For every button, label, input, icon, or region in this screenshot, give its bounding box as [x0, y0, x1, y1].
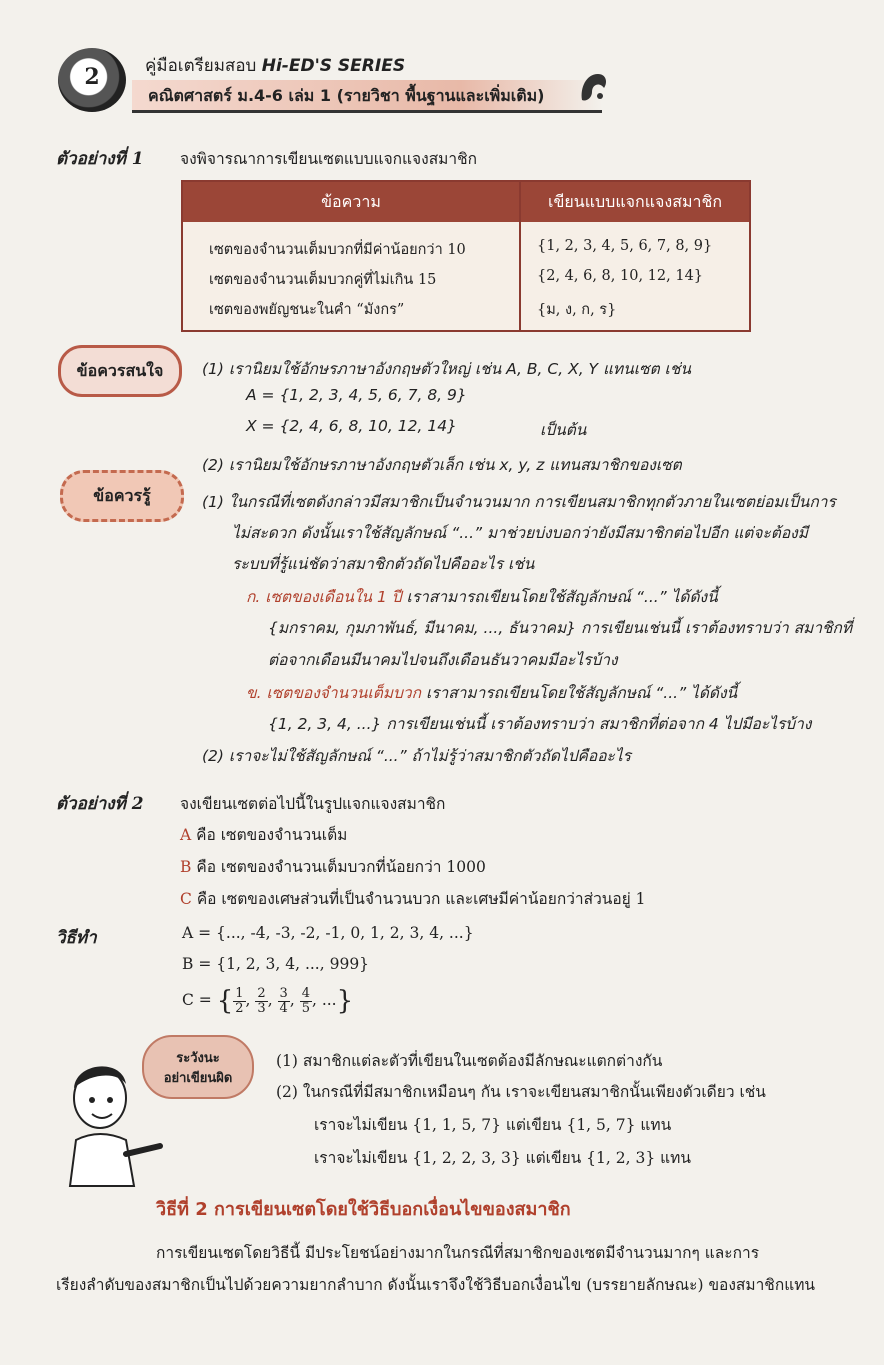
example2-item	[180, 886, 646, 911]
table-header-listing: เขียนแบบแจกแจงสมาชิก	[521, 182, 749, 222]
book-title: คณิตศาสตร์ ม.4-6 เล่ม 1 (รายวิชา พื้นฐานและเพิ่มเติม)	[148, 86, 545, 105]
method2-paragraph-line1: การเขียนเซตโดยวิธีนี้ มีประโยชน์อย่างมากในกรณีที่สมาชิกของเซตมีจำนวนมากๆ และการ	[156, 1244, 760, 1262]
note2-b-line2	[268, 711, 811, 736]
note2-item1-line1: (1) ในกรณีที่เซตดังกล่าวมีสมาชิกเป็นจำนวนมาก การเขียนสมาชิกทุกตัวภายในเซตย่อมเป็นการ	[202, 493, 836, 511]
note-badge-label: ข้อควรสนใจ	[76, 361, 164, 380]
example2-item-text: คือ เซตของจำนวนเต็มบวกที่น้อยกว่า 1000	[196, 858, 486, 876]
warning-bubble-line1: ระวังนะ	[176, 1051, 220, 1066]
note1-item2: (2) เรานิยมใช้อักษรภาษาอังกฤษตัวเล็ก เช่น x, y, z แทนสมาชิกของเซต	[202, 456, 682, 474]
example2-intro: จงเขียนเซตต่อไปนี้ในรูปแจกแจงสมาชิก	[180, 795, 446, 813]
warning-item1: (1) สมาชิกแต่ละตัวที่เขียนในเซตต้องมีลักษณะแตกต่างกัน	[276, 1052, 663, 1070]
method2-title: วิธีที่ 2 การเขียนเซตโดยใช้วิธีบอกเงื่อนไขของสมาชิก	[156, 1199, 571, 1220]
note2-item2: (2) เราจะไม่ใช้สัญลักษณ์ “...” ถ้าไม่รู้ว่าสมาชิกตัวถัดไปคืออะไร	[202, 747, 631, 765]
series-name: Hi-ED'S SERIES	[261, 56, 406, 76]
example2-var: B	[180, 858, 192, 876]
warning-bubble-line2: อย่าเขียนผิด	[163, 1071, 233, 1086]
warning-item2: (2) ในกรณีที่มีสมาชิกเหมือนๆ กัน เราจะเขียนสมาชิกนั้นเพียงตัวเดียว เช่น	[276, 1083, 766, 1101]
note2-a-set: {มกราคม, กุมภาพันธ์, มีนาคม, ..., ธันวาคม}	[268, 619, 577, 637]
fraction: $\frac{4}{5}$	[301, 985, 310, 1016]
note2-b-text: เราสามารถเขียนโดยใช้สัญลักษณ์ “...” ได้ดังนี้	[425, 684, 738, 702]
table-row-statement: เซตของพยัญชนะในคำ “มังกร”	[209, 302, 405, 318]
solution-c-lhs: C =	[182, 991, 212, 1009]
fraction: $\frac{3}{4}$	[279, 985, 288, 1016]
table-row-listing: {1, 2, 3, 4, 5, 6, 7, 8, 9}	[537, 238, 713, 254]
note1-eq2: X = {2, 4, 6, 8, 10, 12, 14}	[246, 417, 457, 435]
series-prefix: คู่มือเตรียมสอบ	[145, 56, 257, 76]
page-number-logo	[58, 48, 126, 112]
solution-c-fractions: $\frac{1}{2}$ , $\frac{2}{3}$ , $\frac{3}{4}$ , $\frac{4}{5}$ ,	[235, 985, 322, 1016]
note2-b-after: การเขียนเช่นนี้ เราต้องทราบว่า สมาชิกที่ต่อจาก 4 ไปมีอะไรบ้าง	[386, 715, 812, 733]
solution-label: วิธีทำ	[56, 928, 97, 948]
example1-table	[181, 180, 751, 332]
example2-var: A	[180, 826, 192, 844]
note2-a-after: การเขียนเช่นนี้ เราต้องทราบว่า สมาชิกที่	[581, 619, 853, 637]
cartoon-boy-illustration	[52, 1058, 172, 1188]
example1-intro: จงพิจารณาการเขียนเซตแบบแจกแจงสมาชิก	[180, 150, 477, 168]
example2-label: ตัวอย่างที่ 2	[56, 794, 144, 814]
solution-b: B = {1, 2, 3, 4, ..., 999}	[182, 955, 370, 973]
knowledge-badge	[60, 470, 184, 522]
example2-item	[180, 854, 486, 879]
series-line	[145, 52, 405, 79]
note1-eq1: A = {1, 2, 3, 4, 5, 6, 7, 8, 9}	[246, 386, 467, 404]
table-header-statement: ข้อความ	[183, 182, 519, 222]
solution-c: C = { $\frac{1}{2}$ , $\frac{2}{3}$ , $\frac{3}{4}$ , $\frac{4}{5}$ , ...}	[182, 985, 354, 1016]
note1-eq2-suffix: เป็นต้น	[540, 421, 587, 439]
solution-a: A = {..., -4, -3, -2, -1, 0, 1, 2, 3, 4, ...}	[182, 924, 474, 942]
table-row-listing: {ม, ง, ก, ร}	[537, 302, 617, 318]
note2-b-line1	[246, 680, 737, 705]
ornament-icon	[578, 70, 608, 104]
note2-item1-line2: ไม่สะดวก ดังนั้นเราใช้สัญลักษณ์ “...” มาช่วยบ่งบอกว่ายังมีสมาชิกต่อไปอีก แต่จะต้องมี	[232, 524, 808, 542]
note-badge	[58, 345, 182, 397]
table-row-statement: เซตของจำนวนเต็มบวกคู่ที่ไม่เกิน 15	[209, 272, 437, 288]
knowledge-badge-label: ข้อควรรู้	[93, 486, 151, 505]
table-row-statement: เซตของจำนวนเต็มบวกที่มีค่าน้อยกว่า 10	[209, 242, 466, 258]
fraction: $\frac{2}{3}$	[257, 985, 266, 1016]
book-title-bar	[132, 80, 602, 113]
solution-c-end: ...	[321, 991, 337, 1009]
note2-a-line2	[268, 615, 852, 640]
note2-item1-line3: ระบบที่รู้แน่ชัดว่าสมาชิกตัวถัดไปคืออะไร เช่น	[232, 555, 535, 573]
note1-item1: (1) เรานิยมใช้อักษรภาษาอังกฤษตัวใหญ่ เช่น A, B, C, X, Y แทนเซต เช่น	[202, 360, 691, 378]
table-row-listing: {2, 4, 6, 8, 10, 12, 14}	[537, 268, 704, 284]
example1-label: ตัวอย่างที่ 1	[56, 149, 144, 169]
fraction: $\frac{1}{2}$	[235, 985, 244, 1016]
note2-a-line3: ต่อจากเดือนมีนาคมไปจนถึงเดือนธันวาคมมีอะไรบ้าง	[268, 651, 618, 669]
note2-a-text: เราสามารถเขียนโดยใช้สัญลักษณ์ “...” ได้ดังนี้	[406, 588, 718, 606]
example2-item-text: คือ เซตของจำนวนเต็ม	[196, 826, 348, 844]
note2-a-line1	[246, 584, 718, 609]
example2-item-text: คือ เซตของเศษส่วนที่เป็นจำนวนบวก และเศษมีค่าน้อยกว่าส่วนอยู่ 1	[196, 890, 646, 908]
warning-example1: เราจะไม่เขียน {1, 1, 5, 7} แต่เขียน {1, 5, 7} แทน	[314, 1116, 672, 1134]
example2-var: C	[180, 890, 192, 908]
note2-b-set: {1, 2, 3, 4, ...}	[268, 715, 382, 733]
warning-example2: เราจะไม่เขียน {1, 2, 2, 3, 3} แต่เขียน {1, 2, 3} แทน	[314, 1149, 691, 1167]
note2-b-title: ข. เซตของจำนวนเต็มบวก	[246, 684, 421, 702]
method2-paragraph-line2: เรียงลำดับของสมาชิกเป็นไปด้วยความยากลำบาก ดังนั้นเราจึงใช้วิธีบอกเงื่อนไข (บรรยายลักษณะ) ของสมาชิกแทน	[56, 1276, 816, 1294]
example2-item	[180, 822, 347, 847]
page-number: 2	[84, 64, 100, 90]
note2-a-title: ก. เซตของเดือนใน 1 ปี	[246, 588, 402, 606]
